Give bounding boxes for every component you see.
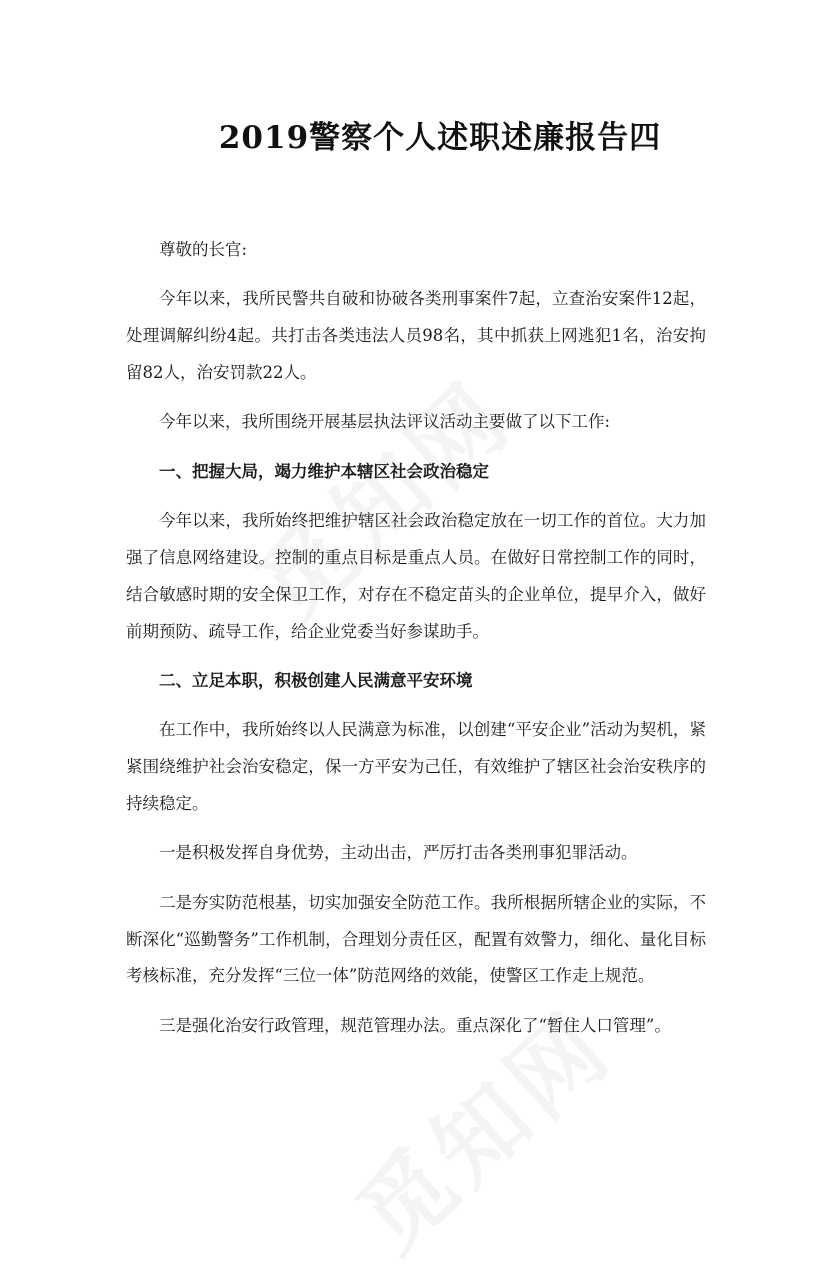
paragraph: 二是夯实防范根基，切实加强安全防范工作。我所根据所辖企业的实际，不断深化“巡勤警务”工作机制，合理划分责任区，配置有效警力，细化、量化目标考核标准，充分发挥“三位一体”防范网络的效能，使警区工作走上规范。 bbox=[126, 892, 706, 986]
paragraph: 今年以来，我所围绕开展基层执法评议活动主要做了以下工作: bbox=[159, 412, 611, 432]
paragraph: 今年以来，我所民警共自破和协破各类刑事案件7起，立查治安案件12起，处理调解纠纷4起。共打击各类违法人员98名，其中抓获上网逃犯1名，治安拘留82人，治安罚款22人。 bbox=[126, 289, 706, 382]
salutation: 尊敬的长官: bbox=[159, 240, 248, 259]
section-heading: 一、把握大局，竭力维护本辖区社会政治稳定 bbox=[159, 461, 489, 481]
document-title: 2019警察个人述职述廉报告四 bbox=[218, 120, 662, 156]
paragraph: 三是强化治安行政管理，规范管理办法。重点深化了“暂住人口管理”。 bbox=[159, 1015, 671, 1035]
paragraph: 一是积极发挥自身优势，主动出击，严厉打击各类刑事犯罪活动。 bbox=[159, 843, 638, 863]
paragraph: 今年以来，我所始终把维护辖区社会政治稳定放在一切工作的首位。大力加强了信息网络建设。控制的重点目标是重点人员。在做好日常控制工作的同时，结合敏感时期的安全保卫工作，对存在不稳定苗头的企业单位，提早介入，做好前期预防、疏导工作，给企业党委当好参谋助手。 bbox=[126, 511, 706, 641]
paragraph: 在工作中，我所始终以人民满意为标准，以创建“平安企业”活动为契机，紧紧围绕维护社会治安稳定，保一方平安为己任，有效维护了辖区社会治安秩序的持续稳定。 bbox=[126, 720, 706, 813]
document-body bbox=[126, 232, 706, 1057]
section-heading: 二、立足本职，积极创建人民满意平安环境 bbox=[159, 670, 473, 690]
